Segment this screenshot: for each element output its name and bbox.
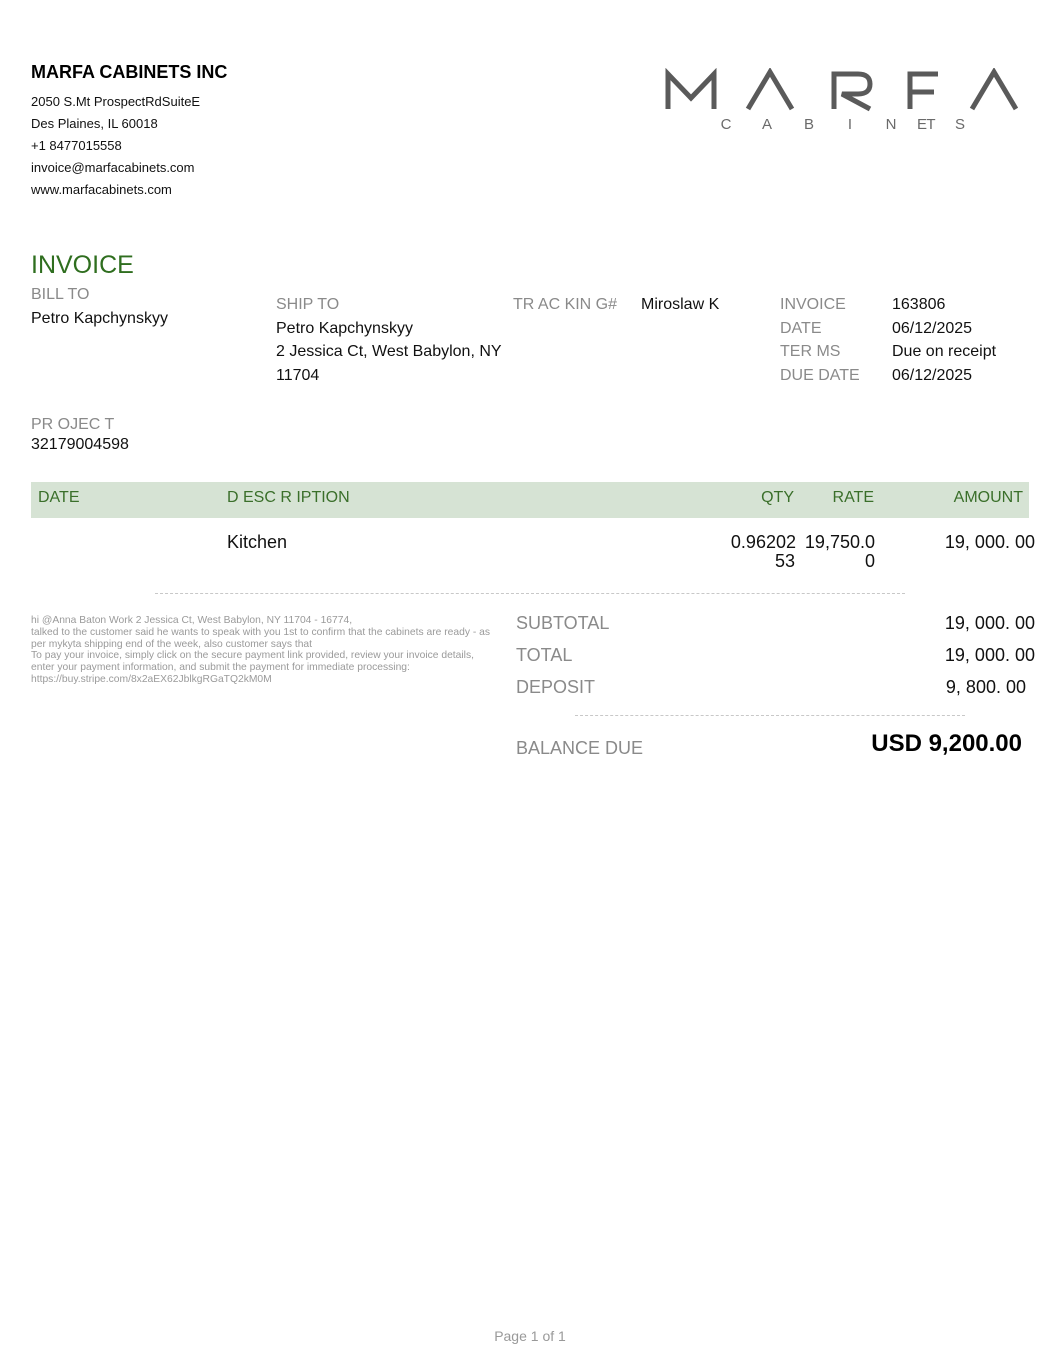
page-number: Page 1 of 1 [494,1328,566,1344]
row-description: Kitchen [227,532,288,552]
terms-value: Due on receipt [892,343,997,360]
ship-to-line-2: 2 Jessica Ct, West Babylon, NY [276,343,502,360]
table-row [31,528,1041,578]
subtotal-value: 19, 000. 00 [944,613,1035,633]
svg-text:I: I [847,116,853,133]
svg-text:N: N [885,116,897,133]
invoice-notes [31,615,509,686]
notes-line-2: talked to the customer said he wants to speak with you 1st to confirm that the cabinets are ready - as [31,626,491,638]
tracking-label: TR AC KIN G# [513,296,618,313]
terms-label: TER MS [780,343,841,360]
totals-divider [575,715,965,716]
notes-line-3: per mykyta shipping end of the week, also customer says that [31,638,313,650]
row-rate-line-2: 0 [864,551,875,571]
invoice-number-label: INVOICE [780,296,846,313]
row-rate-line-1: 19,750.0 [804,532,875,552]
company-address-line-1: 2050 S.Mt ProspectRdSuiteE [31,94,201,109]
invoice-number-value: 163806 [892,296,946,313]
column-header-rate: RATE [832,489,874,506]
row-qty-line-2: 53 [774,551,795,571]
company-name: MARFA CABINETS INC [31,62,228,82]
company-phone: +1 8477015558 [31,138,122,153]
column-header-description: D ESC R IPTION [227,489,350,506]
invoice-date-value: 06/12/2025 [892,320,973,337]
row-qty-line-1: 0.96202 [730,532,796,552]
due-date-value: 06/12/2025 [892,367,973,384]
row-amount: 19, 000. 00 [944,532,1035,552]
subtotal-label: SUBTOTAL [516,613,610,633]
bill-to-label: BILL TO [31,286,90,303]
balance-due-label: BALANCE DUE [516,738,644,758]
total-label: TOTAL [516,645,573,665]
notes-line-5: enter your payment information, and submit the payment for immediate processing: [31,662,410,674]
project-value: 32179004598 [31,436,129,453]
invoice-title: INVOICE [31,251,134,279]
company-website: www.marfacabinets.com [31,182,172,197]
project-label: PR OJEC T [31,416,115,433]
ship-to-line-1: Petro Kapchynskyy [276,320,413,337]
balance-due-value: USD 9,200.00 [871,730,1022,757]
payment-link[interactable]: https://buy.stripe.com/8x2aEX62JblkgRGaTQ2kM0M [31,673,272,685]
column-header-qty: QTY [761,489,794,506]
svg-text:E: E [916,116,928,133]
notes-line-1: hi @Anna Baton Work 2 Jessica Ct, West Babylon, NY 11704 - 16774, [31,615,353,626]
deposit-value: 9, 800. 00 [945,677,1026,697]
invoice-date-label: DATE [780,320,822,337]
svg-text:T: T [926,116,936,133]
column-header-amount: AMOUNT [953,489,1023,506]
company-address-line-2: Des Plaines, IL 60018 [31,116,158,131]
bill-to-name: Petro Kapchynskyy [31,310,168,327]
column-header-date: DATE [38,489,80,506]
svg-text:B: B [803,116,815,133]
ship-to-line-3: 11704 [276,367,320,384]
tracking-value: Miroslaw K [641,296,720,313]
company-email: invoice@marfacabinets.com [31,160,195,175]
deposit-label: DEPOSIT [516,677,596,697]
table-divider [155,593,905,594]
notes-line-4: To pay your invoice, simply click on the secure payment link provided, review your invoice details, [31,650,474,662]
svg-text:A: A [761,116,773,133]
company-logo [664,68,1018,134]
due-date-label: DUE DATE [780,367,860,384]
svg-text:S: S [954,116,966,133]
ship-to-label: SHIP TO [276,296,340,313]
total-value: 19, 000. 00 [944,645,1035,665]
svg-text:C: C [720,116,732,133]
